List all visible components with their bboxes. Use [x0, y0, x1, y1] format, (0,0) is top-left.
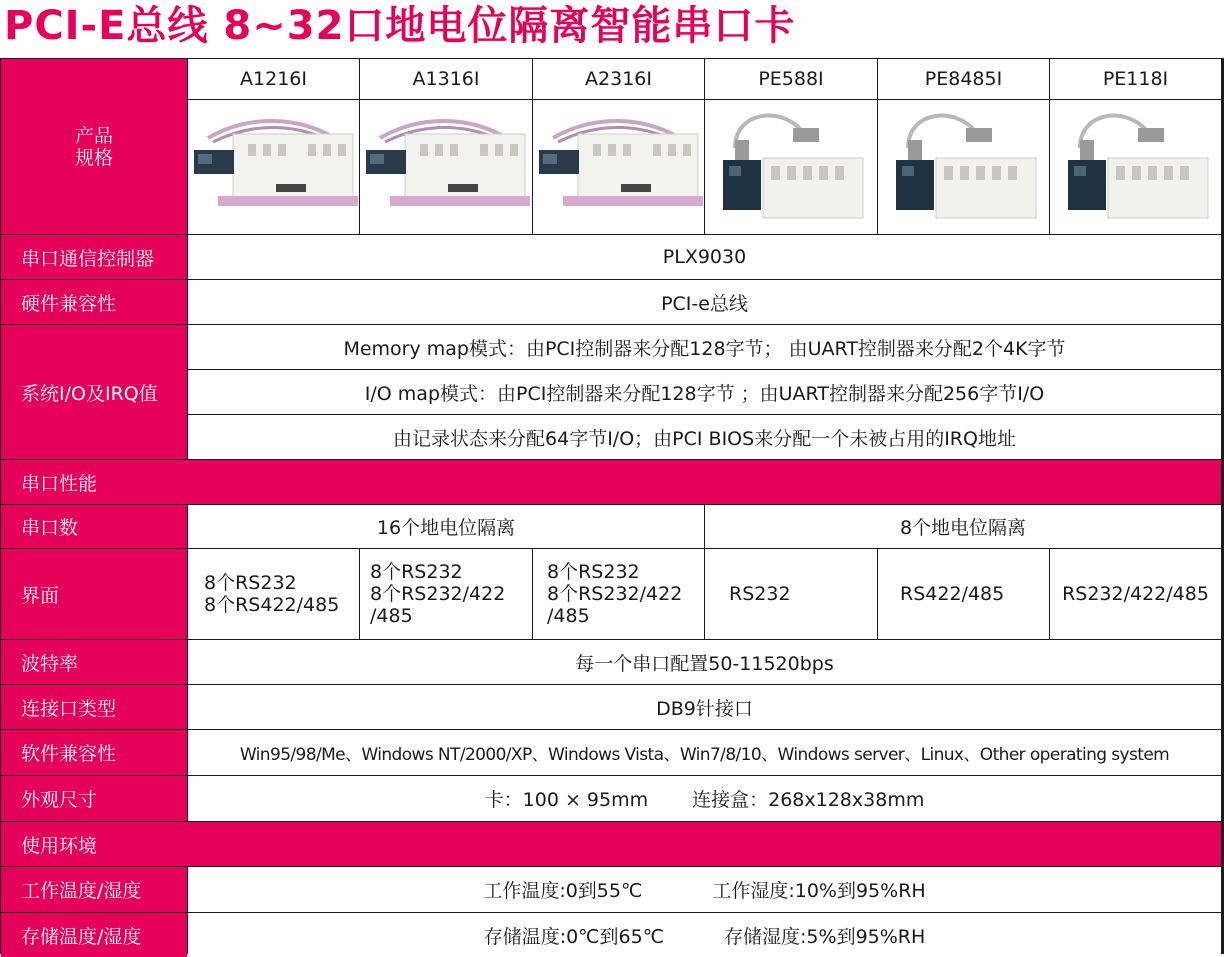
model-name: A1216I	[188, 59, 359, 99]
controller-value: PLX9030	[188, 235, 1221, 279]
interface-line: 8个RS422/485	[204, 594, 340, 616]
interface-line: /485	[370, 605, 413, 627]
port-count-8: 8个地电位隔离	[705, 505, 1221, 548]
model-name: PE118I	[1050, 59, 1221, 99]
model-name: A1316I	[360, 59, 532, 99]
box-size: 连接盒：268x128x38mm	[692, 789, 925, 811]
page-title: PCI-E总线 8~32口地电位隔离智能串口卡	[4, 3, 796, 49]
row-label-software: 软件兼容性	[1, 730, 187, 775]
product-spec-label	[1, 59, 187, 234]
work-temperature: 工作温度:0到55℃	[483, 880, 643, 902]
product-photo-box	[360, 100, 532, 234]
section-environment: 使用环境	[1, 822, 1221, 866]
row-label-interface: 界面	[1, 549, 187, 639]
interface-cell	[360, 549, 532, 639]
product-photo-card	[705, 100, 877, 234]
section-serial-performance: 串口性能	[1, 460, 1221, 504]
row-label-hardware: 硬件兼容性	[1, 280, 187, 324]
model-name: A2316I	[533, 59, 704, 99]
interface-cell: RS232	[705, 549, 877, 639]
row-label-storage-temp: 存储温度/湿度	[1, 913, 187, 957]
row-label-controller: 串口通信控制器	[1, 235, 187, 279]
interface-cell	[188, 549, 359, 639]
product-label-line: 产品	[74, 124, 113, 147]
storage-temp-value	[188, 913, 1221, 957]
product-photo-card	[1050, 100, 1221, 234]
storage-temperature: 存储温度:0℃到65℃	[483, 925, 665, 948]
hardware-value: PCI-e总线	[188, 280, 1221, 324]
interface-line: 8个RS232	[547, 561, 640, 583]
row-label-size: 外观尺寸	[1, 776, 187, 821]
interface-line: 8个RS232/422	[547, 583, 683, 605]
interface-line: 8个RS232	[204, 572, 297, 594]
spec-table	[0, 58, 1224, 954]
interface-cell: RS422/485	[878, 549, 1049, 639]
io-irq-line: Memory map模式：由PCI控制器来分配128字节； 由UART控制器来分配2个4K字节	[188, 325, 1221, 369]
row-label-work-temp: 工作温度/湿度	[1, 867, 187, 912]
software-value: Win95/98/Me、Windows NT/2000/XP、Windows Vista、Win7/8/10、Windows server、Linux、Other operating system	[188, 730, 1221, 775]
io-irq-line: 由记录状态来分配64字节I/O；由PCI BIOS来分配一个未被占用的IRQ地址	[188, 415, 1221, 459]
card-size: 卡：100 × 95mm	[484, 789, 649, 811]
io-irq-line: I/O map模式：由PCI控制器来分配128字节 ；由UART控制器来分配256字节I/O	[188, 370, 1221, 414]
row-label-io-irq: 系统I/O及IRQ值	[1, 325, 187, 459]
interface-cell	[533, 549, 704, 639]
product-label-line: 规格	[74, 146, 113, 169]
model-name: PE588I	[705, 59, 877, 99]
size-value	[188, 776, 1221, 821]
connector-value: DB9针接口	[188, 685, 1221, 729]
interface-line: /485	[547, 605, 590, 627]
port-count-16: 16个地电位隔离	[188, 505, 704, 548]
row-label-connector: 连接口类型	[1, 685, 187, 729]
storage-humidity: 存储湿度:5%到95%RH	[724, 925, 926, 948]
product-photo-box	[188, 100, 359, 234]
work-temp-value	[188, 867, 1221, 912]
baud-value: 每一个串口配置50-11520bps	[188, 640, 1221, 684]
interface-line: 8个RS232/422	[370, 583, 506, 605]
model-name: PE8485I	[878, 59, 1049, 99]
interface-cell: RS232/422/485	[1050, 549, 1221, 639]
row-label-port-count: 串口数	[1, 505, 187, 548]
product-photo-card	[878, 100, 1049, 234]
interface-line: 8个RS232	[370, 561, 463, 583]
work-humidity: 工作湿度:10%到95%RH	[712, 880, 926, 902]
row-label-baud: 波特率	[1, 640, 187, 684]
product-photo-box	[533, 100, 704, 234]
